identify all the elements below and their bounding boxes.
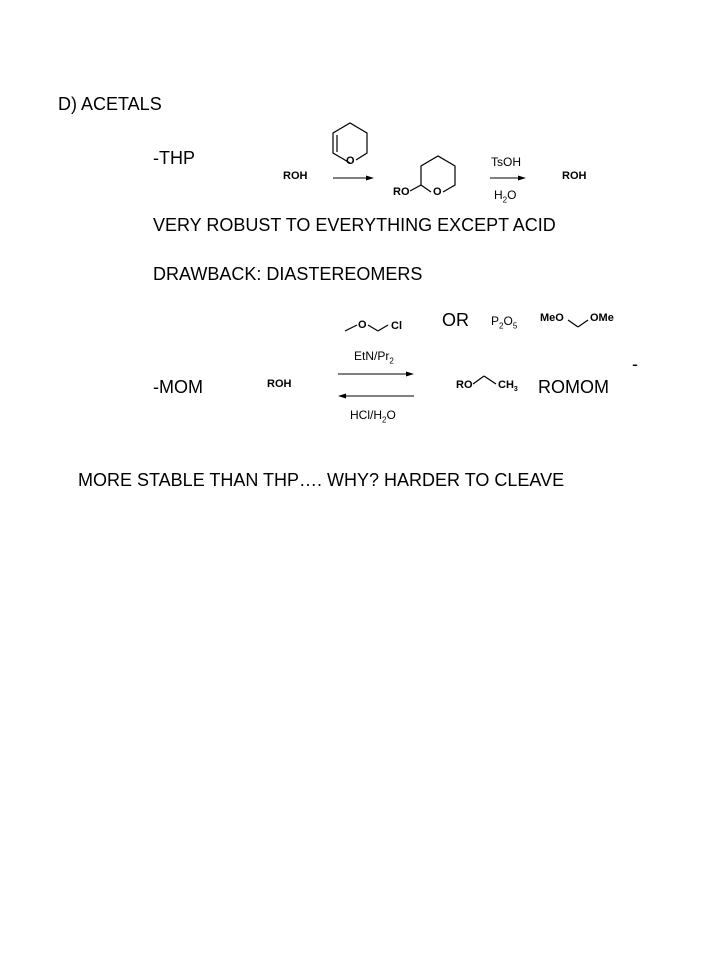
thp-arrow-forward — [333, 176, 374, 181]
thp-product-ro: RO — [393, 186, 410, 198]
mom-reagent-base: EtN/$Pr_2$ — [354, 349, 394, 366]
thp-drawback: DRAWBACK: DIASTEREOMERS — [153, 264, 423, 284]
mom-product-ro: RO — [456, 379, 473, 391]
section-title: D) ACETALS — [58, 94, 162, 114]
momcl-oxygen: O — [358, 319, 367, 331]
mom-product-ch3: $CH_3$ — [498, 379, 518, 394]
mom-arrow-forward — [338, 372, 414, 377]
thp-reagent-water: $H_2O$ — [494, 188, 517, 205]
or-label: OR — [442, 310, 469, 330]
mom-product-structure — [473, 376, 496, 384]
mom-arrow-reverse — [338, 394, 414, 399]
mom-product-name: ROMOM — [538, 377, 609, 397]
p2o5-reagent: $P_2O_5$ — [491, 314, 518, 331]
thp-label: -THP — [153, 148, 195, 168]
dimethoxymethane-structure — [568, 320, 588, 327]
dimethoxymethane-ome: OMe — [590, 312, 614, 324]
mom-reactant: ROH — [267, 378, 292, 390]
thp-reactant: ROH — [283, 170, 308, 182]
conclusion-text: MORE STABLE THAN THP…. WHY? HARDER TO CLEAVE — [78, 470, 565, 490]
thp-final-product: ROH — [562, 170, 587, 182]
stray-dash: - — [632, 354, 638, 374]
thp-note: VERY ROBUST TO EVERYTHING EXCEPT ACID — [153, 215, 556, 235]
dhp-oxygen: O — [346, 155, 355, 167]
mom-label: -MOM — [153, 377, 203, 397]
thp-reagent-tsoh: TsOH — [491, 155, 521, 169]
mom-reagent-cleave: HCl/$H_2O$ — [350, 408, 396, 425]
thp-arrow-deprotect — [490, 176, 526, 181]
dimethoxymethane-meo: MeO — [540, 312, 564, 324]
thp-product-oxygen: O — [433, 186, 442, 198]
momcl-chlorine: Cl — [391, 320, 402, 332]
